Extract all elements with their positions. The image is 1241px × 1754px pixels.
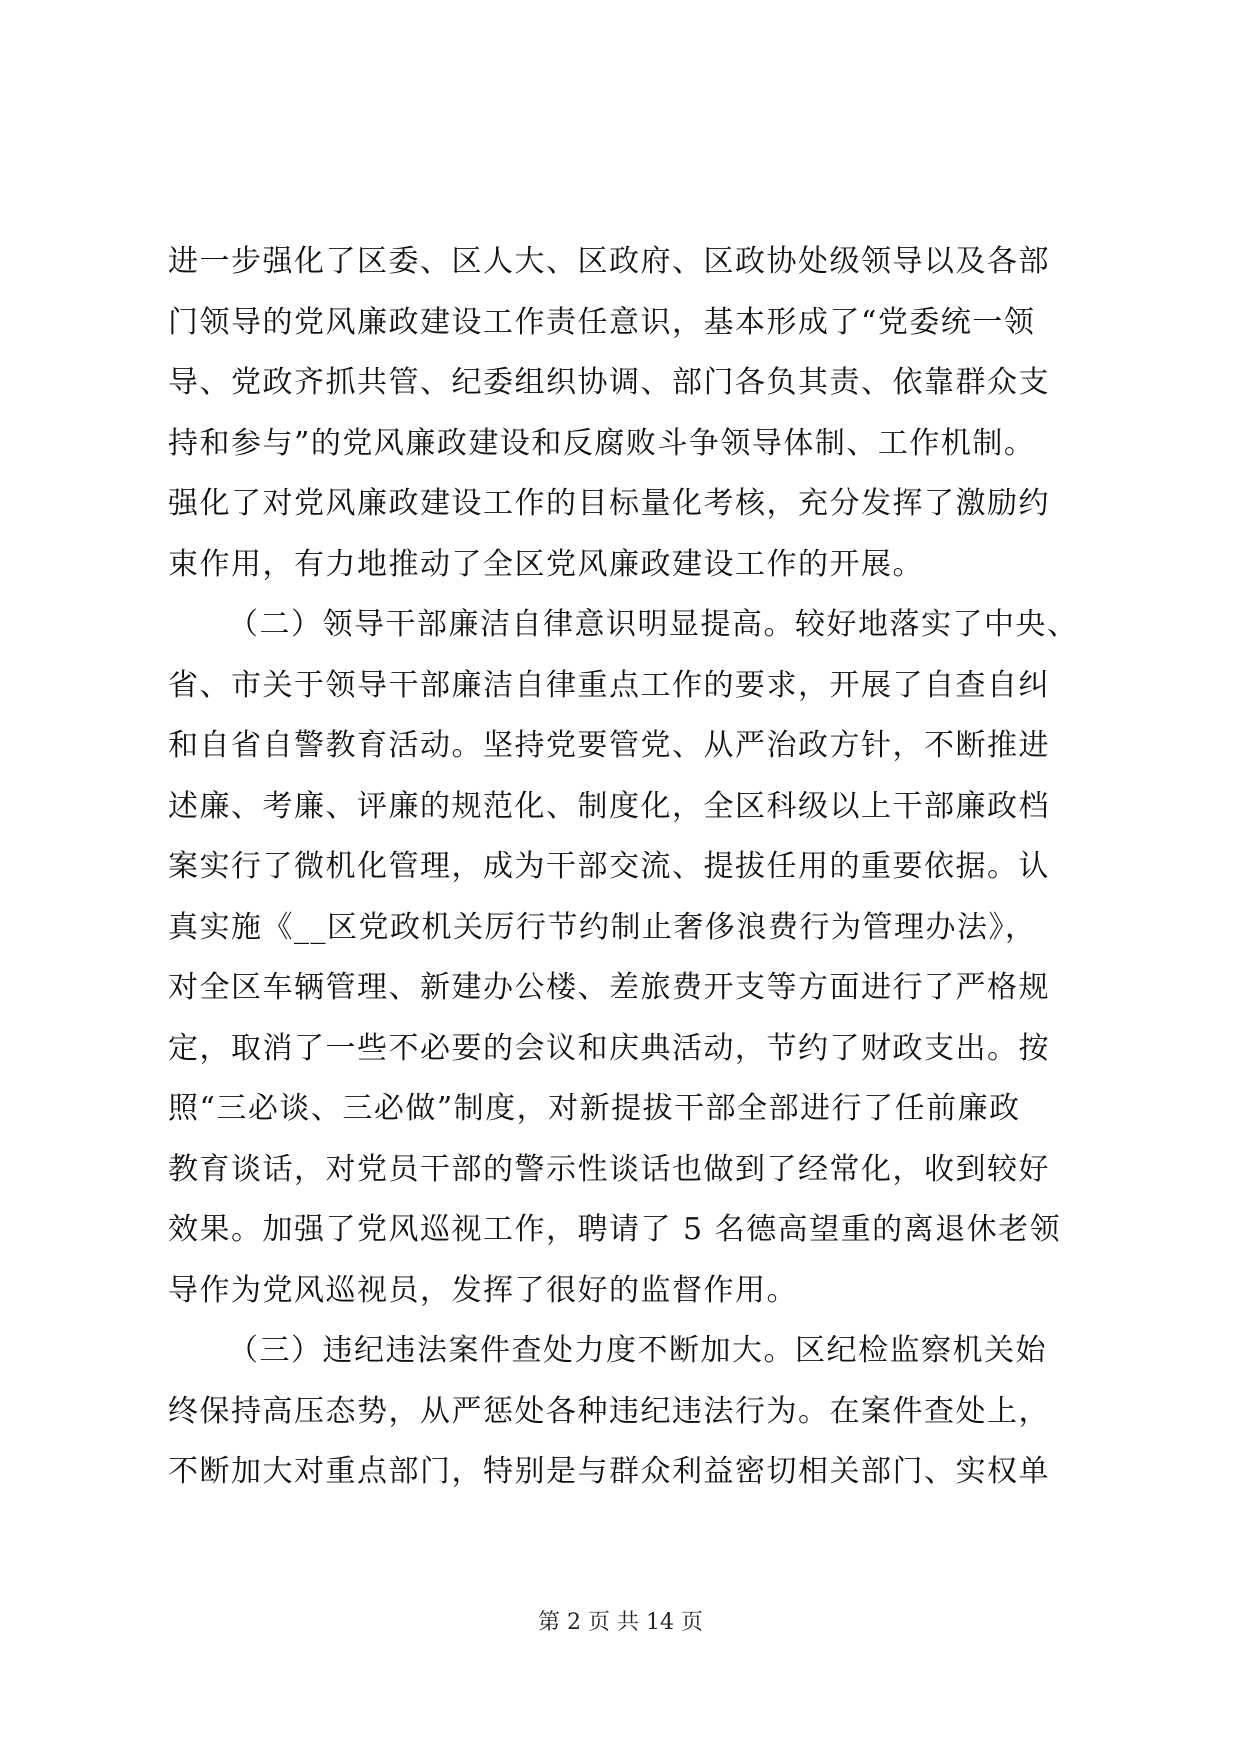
text-line: 真实施《__区党政机关厉行节约制止奢侈浪费行为管理办法》， bbox=[168, 909, 1037, 945]
text-line: 效果。加强了党风巡视工作，聘请了 5 名德高望重的离退休老领 bbox=[168, 1212, 1062, 1247]
paragraph-heading-line: （三）违纪违法案件查处力度不断加大。区纪检监察机关始 bbox=[228, 1333, 1047, 1368]
text-line: 教育谈话，对党员干部的警示性谈话也做到了经常化，收到较好 bbox=[168, 1151, 1050, 1187]
page-footer: 第 2 页 共 14 页 bbox=[538, 1610, 703, 1635]
paragraph-heading-line: （二）领导干部廉洁自律意识明显提高。较好地落实了中央、 bbox=[228, 607, 1079, 642]
text-line: 定，取消了一些不必要的会议和庆典活动，节约了财政支出。按 bbox=[168, 1030, 1050, 1066]
text-line: 导作为党风巡视员，发挥了很好的监督作用。 bbox=[168, 1272, 798, 1308]
text-line: 门领导的党风廉政建设工作责任意识，基本形成了“党委统一领 bbox=[168, 304, 1036, 340]
text-line: 终保持高压态势，从严惩处各种违纪违法行为。在案件查处上， bbox=[168, 1393, 1050, 1429]
text-line: 强化了对党风廉政建设工作的目标量化考核，充分发挥了激励约 bbox=[168, 486, 1050, 521]
text-line: 和自省自警教育活动。坚持党要管党、从严治政方针，不断推进 bbox=[168, 728, 1050, 763]
text-line: 对全区车辆管理、新建办公楼、差旅费开支等方面进行了严格规 bbox=[168, 970, 1050, 1005]
text-line: 进一步强化了区委、区人大、区政府、区政协处级领导以及各部 bbox=[168, 244, 1050, 279]
text-line: 案实行了微机化管理，成为干部交流、提拔任用的重要依据。认 bbox=[168, 849, 1050, 884]
text-line: 省、市关于领导干部廉洁自律重点工作的要求，开展了自查自纠 bbox=[168, 667, 1050, 703]
text-line: 述廉、考廉、评廉的规范化、制度化，全区科级以上干部廉政档 bbox=[168, 788, 1050, 824]
text-line: 不断加大对重点部门，特别是与群众利益密切相关部门、实权单 bbox=[168, 1454, 1050, 1489]
text-line: 照“三必谈、三必做”制度，对新提拔干部全部进行了任前廉政 bbox=[168, 1091, 1021, 1126]
text-line: 导、党政齐抓共管、纪委组织协调、部门各负其责、依靠群众支 bbox=[168, 365, 1050, 400]
body-text bbox=[168, 232, 1079, 1503]
text-line: 束作用，有力地推动了全区党风廉政建设工作的开展。 bbox=[168, 546, 924, 582]
text-line: 持和参与”的党风廉政建设和反腐败斗争领导体制、工作机制。 bbox=[168, 425, 1036, 461]
